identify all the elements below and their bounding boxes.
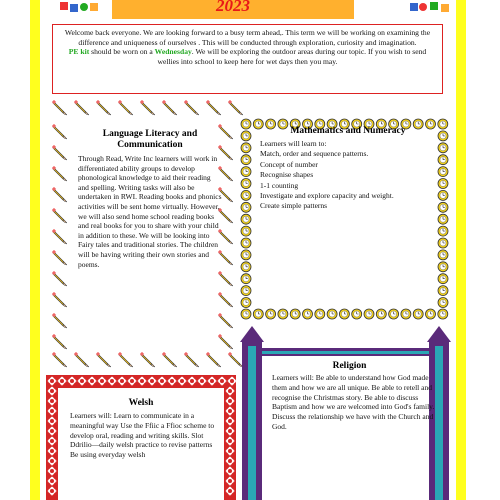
newsletter-year: 2023 <box>216 0 250 15</box>
clock-icon <box>241 190 251 200</box>
clock-icon <box>241 286 251 296</box>
pencil-icon <box>184 100 200 116</box>
knot-ornament <box>158 377 166 385</box>
knot-ornament <box>178 377 186 385</box>
pencil-icon <box>140 352 156 368</box>
clock-icon <box>438 226 448 236</box>
clock-icon <box>438 250 448 260</box>
pencil-icon <box>218 271 234 287</box>
clock-icon <box>438 274 448 284</box>
clock-icon <box>303 309 313 319</box>
clock-icon <box>438 238 448 248</box>
religion-body: Learners will: Be able to understand how God made them and how we are all unique. Be able to retell and recognise the Christmas story. Be able to discuss Baptism and how we are welcomed into God's family. Discuss the relationship we have with the Church and God. <box>272 373 435 431</box>
clock-icon <box>241 298 251 308</box>
clock-icon <box>438 143 448 153</box>
maths-body <box>260 139 430 212</box>
literacy-title: Language Literacy and Communication <box>102 129 198 150</box>
pencil-icon <box>218 124 234 140</box>
pencil-icon <box>206 352 222 368</box>
maths-line: Concept of number <box>260 159 318 169</box>
pencil-icon <box>52 271 68 287</box>
clock-icon <box>438 202 448 212</box>
knot-ornament <box>48 397 56 405</box>
knot-ornament <box>48 407 56 415</box>
knot-ornament <box>226 387 234 395</box>
pencil-icon <box>218 292 234 308</box>
clock-icon <box>438 214 448 224</box>
knot-ornament <box>188 377 196 385</box>
clock-icon <box>241 262 251 272</box>
clock-icon <box>241 155 251 165</box>
pencil-icon <box>140 100 156 116</box>
pencil-icon <box>218 313 234 329</box>
maths-line: Investigate and explore capacity and weight. <box>260 191 394 201</box>
knot-ornament <box>226 437 234 445</box>
welsh-body: Learners will: Learn to communicate in a meaningful way Use the Ffiic a Ffioc scheme to develop oral, reading and writing skills. Slot Ddrilio—daily welsh practice to revise patterns Be using everyday welsh <box>70 411 215 460</box>
pencil-icon <box>96 352 112 368</box>
clock-icon <box>241 214 251 224</box>
clock-icon <box>438 179 448 189</box>
pencil-icon <box>206 100 222 116</box>
knot-ornament <box>218 377 226 385</box>
knot-ornament <box>78 377 86 385</box>
clock-icon <box>266 309 276 319</box>
clock-icon <box>376 309 386 319</box>
clock-icon <box>241 274 251 284</box>
knot-ornament <box>226 477 234 485</box>
knot-ornament <box>48 477 56 485</box>
pencil-icon <box>52 208 68 224</box>
clock-icon <box>315 309 325 319</box>
maths-line: Recognise shapes <box>260 170 314 180</box>
knot-ornament <box>98 377 106 385</box>
clock-icon <box>438 298 448 308</box>
knot-ornament <box>148 377 156 385</box>
knot-ornament <box>48 437 56 445</box>
clock-icon <box>352 309 362 319</box>
clock-icon <box>241 119 251 129</box>
clock-icon <box>241 179 251 189</box>
pe-kit-label: PE kit <box>68 47 90 57</box>
pencil-icon <box>118 352 134 368</box>
maths-title: Mathematics and Numeracy <box>290 126 406 136</box>
clock-icon <box>438 286 448 296</box>
knot-ornament <box>138 377 146 385</box>
knot-ornament <box>128 377 136 385</box>
clock-icon <box>426 309 436 319</box>
pe-text: should be worn on a <box>89 47 155 57</box>
maths-line: Match, order and sequence patterns. <box>260 149 369 159</box>
knot-ornament <box>48 447 56 455</box>
knot-ornament <box>228 377 236 385</box>
knot-ornament <box>48 487 56 495</box>
pencil-icon <box>52 229 68 245</box>
pe-rest-text: . We will be exploring the outdoor areas during our topic. If you wish to send wellies into school to keep here for wet days then you may. <box>157 47 427 66</box>
knot-ornament <box>48 387 56 395</box>
maths-line: Create simple patterns <box>260 201 328 211</box>
knot-ornament <box>226 427 234 435</box>
knot-ornament <box>88 377 96 385</box>
knot-ornament <box>226 417 234 425</box>
welcome-message <box>52 24 443 94</box>
clock-icon <box>401 309 411 319</box>
knot-ornament <box>226 397 234 405</box>
clock-icon <box>241 131 251 141</box>
pencil-icon <box>74 100 90 116</box>
knot-ornament <box>226 487 234 495</box>
clock-icon <box>438 131 448 141</box>
clock-icon <box>241 167 251 177</box>
clock-icon <box>241 226 251 236</box>
title-banner <box>112 0 354 19</box>
clock-icon <box>241 238 251 248</box>
pencil-icon <box>52 100 68 116</box>
knot-ornament <box>226 447 234 455</box>
pe-day: Wednesday <box>154 47 192 57</box>
pencil-icon <box>184 352 200 368</box>
pencil-icon <box>218 334 234 350</box>
religion-title: Religion <box>332 361 367 371</box>
clock-icon <box>290 309 300 319</box>
clock-icon <box>241 309 251 319</box>
clock-icon <box>253 309 263 319</box>
clock-icon <box>364 309 374 319</box>
pencil-icon <box>52 145 68 161</box>
maths-line: 1-1 counting <box>260 180 299 190</box>
clock-icon <box>438 262 448 272</box>
knot-ornament <box>168 377 176 385</box>
clock-icon <box>438 119 448 129</box>
knot-ornament <box>68 377 76 385</box>
knot-ornament <box>108 377 116 385</box>
maths-line: Learners will learn to: <box>260 139 327 148</box>
knot-ornament <box>226 457 234 465</box>
knot-ornament <box>58 377 66 385</box>
pencil-icon <box>162 100 178 116</box>
clock-icon <box>438 309 448 319</box>
knot-ornament <box>208 377 216 385</box>
clock-icon <box>241 143 251 153</box>
pencil-icon <box>52 187 68 203</box>
school-logo-left <box>58 0 104 14</box>
pencil-icon <box>162 352 178 368</box>
clock-icon <box>413 309 423 319</box>
knot-ornament <box>48 457 56 465</box>
clock-icon <box>438 155 448 165</box>
pencil-icon <box>52 352 68 368</box>
clock-icon <box>389 309 399 319</box>
pencil-icon <box>52 292 68 308</box>
pencil-icon <box>52 124 68 140</box>
knot-ornament <box>198 377 206 385</box>
knot-ornament <box>118 377 126 385</box>
knot-ornament <box>48 417 56 425</box>
pencil-icon <box>118 100 134 116</box>
pencil-icon <box>52 166 68 182</box>
knot-ornament <box>226 407 234 415</box>
clock-icon <box>339 309 349 319</box>
pencil-icon <box>228 100 244 116</box>
pencil-icon <box>96 100 112 116</box>
clock-icon <box>241 202 251 212</box>
pencil-icon <box>52 250 68 266</box>
welsh-title: Welsh <box>128 398 154 408</box>
clock-icon <box>438 190 448 200</box>
pencil-icon <box>52 313 68 329</box>
literacy-body: Through Read, Write Inc learners will work in differentiated ability groups to develop phonological knowledge to aid their reading and spelling. Writing tasks will also be undertaken in RWI. Reading books and phonics activities will be sent home virtually. However, we will also send home school reading books and real books for you to share with your child in addition to these. We will be looking into Fairy tales and traditional stories. The children will be having writing their own stories and poems. <box>78 154 222 269</box>
knot-ornament <box>226 467 234 475</box>
knot-ornament <box>48 377 56 385</box>
clock-icon <box>278 309 288 319</box>
knot-ornament <box>48 427 56 435</box>
knot-ornament <box>48 467 56 475</box>
welcome-text: Welcome back everyone. We are looking forward to a busy term ahead,. This term we will be working on examining the difference and uniqueness of ourselves . This will be conducted through exploration, curiosity and imagination. <box>64 28 431 47</box>
clock-icon <box>241 250 251 260</box>
pencil-icon <box>74 352 90 368</box>
clock-icon <box>438 167 448 177</box>
school-logo-right <box>408 0 454 14</box>
clock-icon <box>327 309 337 319</box>
pencil-icon <box>52 334 68 350</box>
